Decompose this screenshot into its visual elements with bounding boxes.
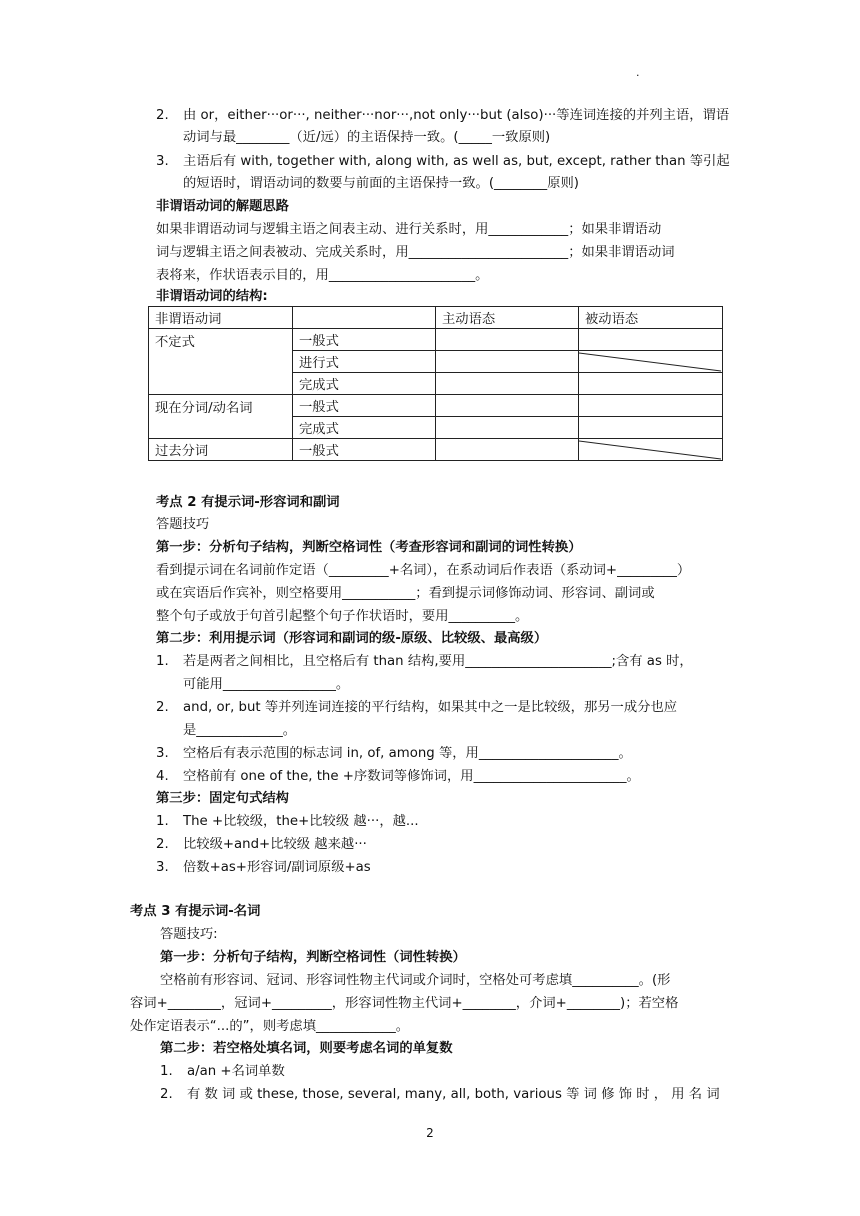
table-form-cell: 一般式 bbox=[293, 395, 436, 417]
item-number: 2. bbox=[156, 700, 169, 715]
table-empty-cell bbox=[436, 373, 579, 395]
item-number: 4. bbox=[156, 769, 169, 784]
item-number: 1. bbox=[156, 814, 169, 829]
item-number: 2. bbox=[156, 837, 169, 852]
item-number: 3. bbox=[156, 746, 169, 761]
step-heading: 第二步：利用提示词（形容词和副词的级-原级、比较级、最高级） bbox=[156, 631, 548, 646]
table-row bbox=[149, 439, 723, 461]
table-header-cell: 主动语态 bbox=[436, 307, 579, 329]
table-header-row bbox=[149, 307, 723, 329]
table-empty-cell bbox=[436, 395, 579, 417]
item-number: 1. bbox=[160, 1064, 173, 1079]
paragraph-line: 或在宾语后作宾补，则空格要用___________；看到提示词修饰动词、形容词、副词或 bbox=[156, 586, 655, 601]
table-form-cell: 一般式 bbox=[293, 439, 436, 461]
diagonal-slash bbox=[579, 351, 723, 373]
tips-label: 答题技巧: bbox=[160, 927, 218, 942]
paragraph-line: 处作定语表示“...的”，则考虑填____________。 bbox=[130, 1019, 410, 1034]
rule-text: 动词与最________（近/远）的主语保持一致。(_____一致原则) bbox=[183, 130, 551, 145]
item-number: 2. bbox=[160, 1087, 173, 1102]
section-title: 考点 2 有提示词-形容词和副词 bbox=[156, 495, 340, 510]
item-text: The +比较级，the+比较级 越···，越... bbox=[183, 814, 419, 829]
nonfinite-structure-table bbox=[148, 306, 723, 461]
item-text: 是_____________。 bbox=[183, 723, 297, 738]
section-heading: 非谓语动词的解题思路 bbox=[156, 199, 289, 214]
table-form-cell: 一般式 bbox=[293, 329, 436, 351]
table-row bbox=[149, 395, 723, 417]
table-group-cell: 过去分词 bbox=[149, 439, 293, 461]
diagonal-slash bbox=[579, 439, 723, 461]
table-group-cell: 现在分词/动名词 bbox=[149, 395, 293, 439]
step-heading: 第一步：分析句子结构，判断空格词性（考查形容词和副词的词性转换） bbox=[156, 540, 582, 555]
item-text: 空格前有 one of the, the +序数词等修饰词，用_______________________。 bbox=[183, 769, 640, 784]
paragraph-line: 如果非谓语动词与逻辑主语之间表主动、进行关系时，用____________；如果非谓语动 bbox=[156, 222, 662, 237]
rule-text: 的短语时，谓语动词的数要与前面的主语保持一致。(________原则) bbox=[183, 176, 579, 191]
table-header-cell bbox=[293, 307, 436, 329]
paragraph-line: 看到提示词在名词前作定语（_________+名词），在系动词后作表语（系动词+_________） bbox=[156, 563, 691, 578]
rule-number: 3. bbox=[156, 154, 169, 169]
paragraph-line: 表将来，作状语表示目的，用______________________。 bbox=[156, 268, 489, 283]
paragraph-line: 空格前有形容词、冠词、形容词性物主代词或介词时，空格处可考虑填__________。(形 bbox=[160, 973, 671, 988]
paragraph-line: 整个句子或放于句首引起整个句子作状语时，要用__________。 bbox=[156, 609, 529, 624]
item-text: a/an +名词单数 bbox=[187, 1064, 285, 1079]
table-header-cell: 非谓语动词 bbox=[149, 307, 293, 329]
table-form-cell: 完成式 bbox=[293, 373, 436, 395]
item-number: 3. bbox=[156, 860, 169, 875]
table-empty-cell bbox=[579, 373, 723, 395]
paragraph-line: 容词+________，冠词+_________，形容词性物主代词+________，介词+________)；若空格 bbox=[130, 996, 679, 1011]
table-empty-cell bbox=[579, 417, 723, 439]
step-heading: 第一步：分析句子结构，判断空格词性（词性转换） bbox=[160, 950, 466, 965]
table-empty-cell bbox=[436, 417, 579, 439]
table-empty-cell bbox=[436, 439, 579, 461]
table-row bbox=[149, 329, 723, 351]
table-form-cell: 进行式 bbox=[293, 351, 436, 373]
table-empty-cell bbox=[579, 329, 723, 351]
table-empty-cell bbox=[579, 395, 723, 417]
item-text: 倍数+as+形容词/副词原级+as bbox=[183, 860, 371, 875]
item-text: 比较级+and+比较级 越来越··· bbox=[183, 837, 367, 852]
paragraph-line: 词与逻辑主语之间表被动、完成关系时，用________________________；如果非谓语动词 bbox=[156, 245, 675, 260]
table-slashed-cell bbox=[579, 351, 723, 373]
item-number: 1. bbox=[156, 654, 169, 669]
step-heading: 第三步：固定句式结构 bbox=[156, 791, 289, 806]
item-text: and, or, but 等并列连词连接的平行结构，如果其中之一是比较级，那另一成分也应 bbox=[183, 700, 678, 715]
table-group-cell: 不定式 bbox=[149, 329, 293, 395]
section-heading: 非谓语动词的结构: bbox=[156, 289, 268, 304]
table-empty-cell bbox=[436, 329, 579, 351]
section-title: 考点 3 有提示词-名词 bbox=[130, 904, 261, 919]
rule-number: 2. bbox=[156, 108, 169, 123]
table-slashed-cell bbox=[579, 439, 723, 461]
table-header-cell: 被动语态 bbox=[579, 307, 723, 329]
tips-label: 答题技巧 bbox=[156, 517, 210, 532]
step-heading: 第二步：若空格处填名词，则要考虑名词的单复数 bbox=[160, 1041, 453, 1056]
item-text: 有 数 词 或 these, those, several, many, all, both, various 等 词 修 饰 时 ， 用 名 词 bbox=[187, 1087, 720, 1102]
item-text: 空格后有表示范围的标志词 in, of, among 等，用_____________________。 bbox=[183, 746, 632, 761]
item-text: 可能用_________________。 bbox=[183, 677, 350, 692]
table-empty-cell bbox=[436, 351, 579, 373]
table-form-cell: 完成式 bbox=[293, 417, 436, 439]
item-text: 若是两者之间相比，且空格后有 than 结构,要用______________________;含有 as 时， bbox=[183, 654, 693, 669]
top-mark: . bbox=[636, 66, 640, 79]
rule-text: 主语后有 with, together with, along with, as well as, but, except, rather than 等引起 bbox=[183, 154, 730, 169]
page-number: 2 bbox=[426, 1126, 434, 1140]
rule-text: 由 or，either···or···, neither···nor···,not only···but (also)···等连词连接的并列主语，谓语 bbox=[183, 108, 730, 123]
